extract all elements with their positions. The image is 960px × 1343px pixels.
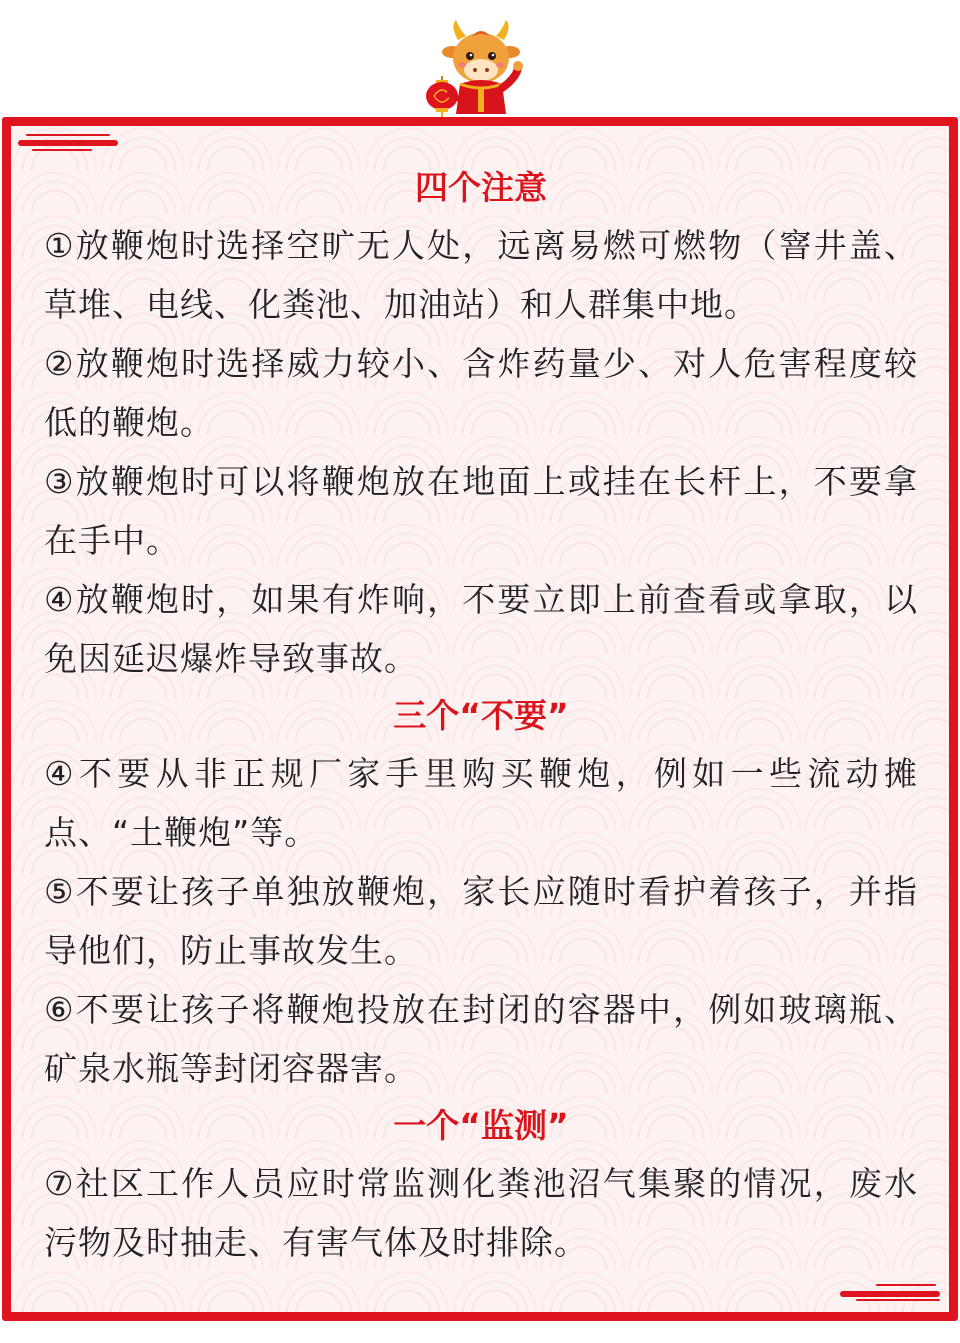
section-heading-three-donts: 三个“不要” [393, 696, 569, 735]
list-item: ⑦社区工作人员应时常监测化粪池沼气集聚的情况，废水污物及时抽走、有害气体及时排除。 [44, 1164, 918, 1262]
list-item: ②放鞭炮时选择威力较小、含炸药量少、对人危害程度较低的鞭炮。 [44, 344, 918, 442]
decor-stripes-bottom-right [836, 1282, 946, 1306]
list-item: ④放鞭炮时，如果有炸响，不要立即上前查看或拿取，以免因延迟爆炸导致事故。 [44, 580, 918, 678]
section-heading-one-monitoring: 一个“监测” [393, 1106, 569, 1145]
list-item: ①放鞭炮时选择空旷无人处，远离易燃可燃物（窨井盖、草堆、电线、化粪池、加油站）和人群集中地。 [44, 226, 918, 324]
main-content [44, 160, 918, 1272]
section-heading-four-cautions: 四个注意 [415, 168, 547, 207]
list-item: ④不要从非正规厂家手里购买鞭炮，例如一些流动摊点、“土鞭炮”等。 [44, 754, 918, 852]
decor-stripes-top-left [18, 130, 128, 154]
list-item: ⑥不要让孩子将鞭炮投放在封闭的容器中，例如玻璃瓶、矿泉水瓶等封闭容器害。 [44, 990, 918, 1088]
list-item: ③放鞭炮时可以将鞭炮放在地面上或挂在长杆上，不要拿在手中。 [44, 462, 918, 560]
ox-mascot-with-lantern-icon [420, 18, 542, 118]
list-item: ⑤不要让孩子单独放鞭炮，家长应随时看护着孩子，并指导他们，防止事故发生。 [44, 872, 918, 970]
bottom-margin [0, 1321, 960, 1343]
